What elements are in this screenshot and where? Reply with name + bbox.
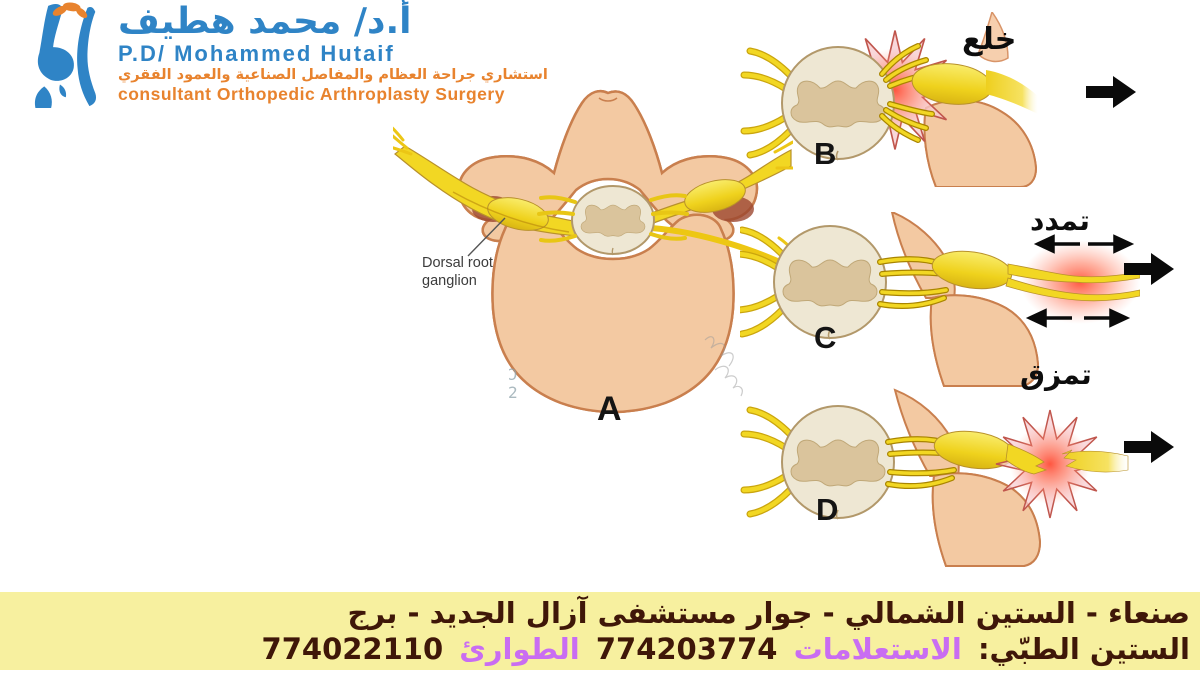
doctor-name-english: P.D/ Mohammed Hutaif (118, 41, 395, 66)
spinal-cord-cross-section (572, 186, 654, 255)
footer-address-line1 (0, 595, 1190, 631)
inquiries-label: الاستعلامات (793, 632, 962, 666)
building-text: الستين الطبّي: (977, 632, 1190, 666)
specialty-english: consultant Orthopedic Arthroplasty Surgery (118, 84, 505, 104)
doctor-name-arabic: أ.د/ محمد هطيف (118, 1, 412, 42)
dorsal-root-ganglion-label: Dorsal root ganglion (422, 255, 493, 289)
injury-label-stretch: تمدد (1030, 204, 1090, 237)
arrow-right-icon (1124, 430, 1174, 464)
nerve-rupture-diagram (740, 388, 1140, 568)
inquiries-phone-number: 774203774 (595, 632, 778, 666)
knee-joint-icon (8, 2, 108, 110)
panel-a-label: A (597, 390, 622, 428)
emergency-phone-number: 774022110 (261, 632, 444, 666)
arrow-right-icon (1086, 75, 1136, 109)
injury-label-avulsion: خلع (962, 22, 1017, 57)
specialty-arabic: استشاري جراحة العظام والمفاصل الصناعية والعمود الفقري (118, 67, 548, 83)
footer-address-line2 (0, 631, 1190, 667)
panel-d-label: D (816, 492, 839, 527)
address-text: صنعاء - الستين الشمالي - جوار مستشفى آزال الجديد - برج (347, 596, 1190, 630)
injury-label-rupture: تمزق (1020, 358, 1092, 391)
panel-b-label: B (814, 136, 837, 171)
footer-banner (0, 592, 1200, 670)
spinal-cord-cross-section (782, 47, 894, 160)
faint-watermark: Ɔ 2 (508, 365, 518, 402)
panel-c-label: C (814, 320, 837, 355)
emergency-label: الطوارئ (459, 632, 580, 666)
arrow-right-icon (1124, 252, 1174, 286)
